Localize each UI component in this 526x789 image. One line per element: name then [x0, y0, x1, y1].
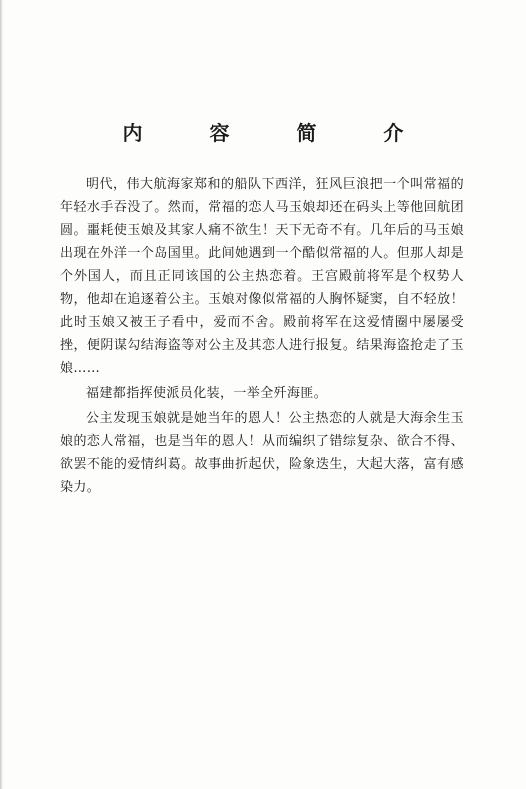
synopsis-paragraph-3: 公主发现玉娘就是她当年的恩人！公主热恋的人就是大海余生玉娘的恋人常福，也是当年的恩人！从而编织了错综复杂、欲合不得、欲罢不能的爱情纠葛。故事曲折起伏，险象迭生，大起大落，富有感染力。 — [60, 411, 464, 495]
synopsis-paragraph-1: 明代，伟大航海家郑和的船队下西洋，狂风巨浪把一个叫常福的年轻水手吞没了。然而，常福的恋人马玉娘却还在码头上等他回航团圆。噩耗使玉娘及其家人痛不欲生！天下无奇不有。几年后的马玉娘出现在外洋一个岛国里。此间她遇到一个酷似常福的人。但那人却是个外国人，而且正同该国的公主热恋着。王宫殿前将军是个权势人物，他却在追逐着公主。玉娘对像似常福的人胸怀疑窦，自不轻放！此时玉娘又被王子看中，爱而不舍。殿前将军在这爱情圈中屡屡受挫，便阴谋勾结海盗等对公主及其恋人进行报复。结果海盗抢走了玉娘…… — [60, 177, 464, 376]
page-title: 内 容 简 介 — [122, 121, 434, 145]
synopsis-body — [60, 173, 464, 499]
synopsis-paragraph-2: 福建都指挥使派员化装，一举全歼海匪。 — [86, 386, 328, 401]
